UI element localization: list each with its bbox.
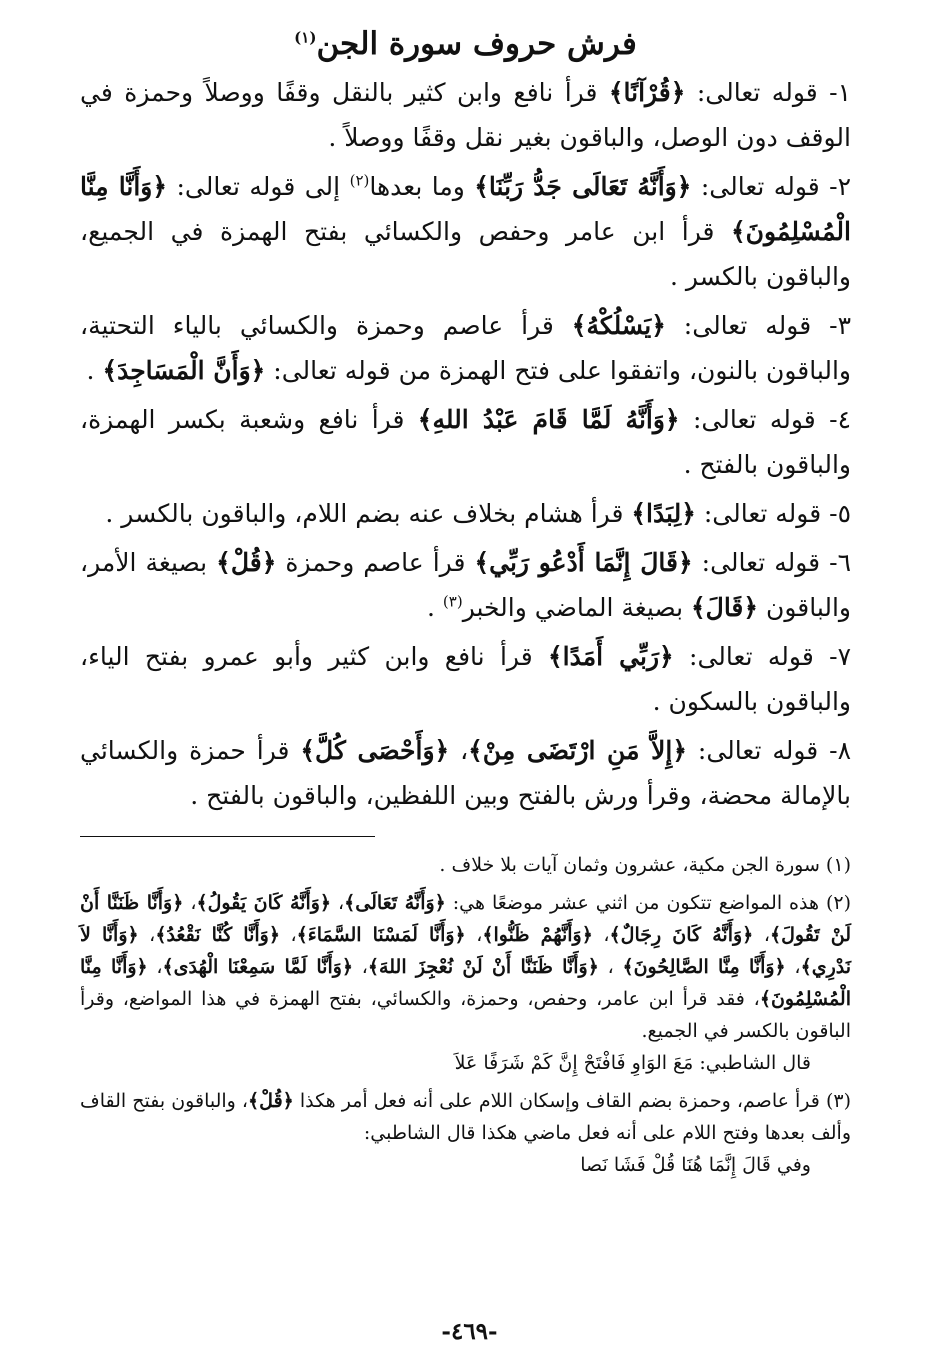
footnote-3 <box>80 1047 851 1079</box>
title-footnote-ref: (١) <box>294 28 317 47</box>
quran-quote: ﴿رَبِّي أَمَدًا﴾ <box>548 642 674 671</box>
footnote-ref: (٢) <box>349 171 370 190</box>
text-run: ٦- قوله تعالى: <box>692 548 851 577</box>
text-run: ٧- قوله تعالى: <box>673 642 851 671</box>
main-item-6 <box>80 540 851 630</box>
text-run: ٣- قوله تعالى: <box>665 311 852 340</box>
text-run: إلى قوله تعالى: <box>167 172 350 201</box>
text-run: (٣) قرأ عاصم، وحمزة بضم القاف وإسكان اللام على أنه فعل أمر هكذا <box>293 1090 851 1112</box>
quran-quote: ﴿وَأَنَّا ظَنَنَّا أَنْ لَنْ نُعْجِزَ اللهَ﴾ <box>367 956 599 978</box>
text-run: ١- قوله تعالى: <box>685 78 852 107</box>
footnote-4 <box>80 1085 851 1149</box>
main-item-8 <box>80 728 851 818</box>
quran-quote: ﴿يَسْلُكْهُ﴾ <box>571 311 666 340</box>
footnote-ref: (٣) <box>442 592 463 611</box>
text-run: قرأ هشام بخلاف عنه بضم اللام، والباقون بالكسر . <box>105 499 632 528</box>
text-run: ، <box>449 736 469 765</box>
main-item-5 <box>80 491 851 536</box>
page-number: -٤٦٩- <box>441 1318 498 1345</box>
quran-quote: ﴿وَأَنَّهُ كَانَ يَقُولُ﴾ <box>196 892 332 914</box>
text-run: بصيغة الأمر، والباقون <box>80 548 851 622</box>
text-run: ، <box>138 924 156 946</box>
text-run: ، <box>592 924 610 946</box>
text-run: ، والباقون بفتح القاف وألف بعدها وفتح اللام على أنه فعل ماضي هكذا قال الشاطبي: <box>80 1090 851 1144</box>
quran-quote: ﴿قُرْآنًا﴾ <box>608 78 686 107</box>
text-run: قرأ ابن عامر وحفص والكسائي بفتح الهمزة في الجميع، والباقون بالكسر . <box>80 217 851 291</box>
main-text <box>80 70 851 818</box>
quran-quote: ﴿وَأَنَّا كُنَّا نَقْعُدُ﴾ <box>155 924 280 946</box>
text-run: قرأ نافع وشعبة بكسر الهمزة، والباقون بالفتح . <box>80 405 851 479</box>
text-run: قرأ نافع وابن كثير بالنقل وقفًا ووصلاً وحمزة في الوقف دون الوصل، والباقون بغير نقل وقفًا ووصلاً . <box>80 78 851 152</box>
quran-quote: ﴿قُلْ﴾ <box>248 1090 294 1112</box>
quran-quote: ﴿وَأَنَّا مِنَّا الصَّالِحُونَ﴾ <box>622 956 786 978</box>
quran-quote: ﴿وَأَنَّا لاَ نَدْرِي﴾ <box>80 924 852 978</box>
text-run: ، <box>785 956 801 978</box>
quran-quote: ﴿وَأَنَّهُ كَانَ رِجَالٌ﴾ <box>609 924 754 946</box>
text-run: ، <box>279 924 297 946</box>
text-run: قال الشاطبي: مَعَ الوَاوِ فَافْتَحْ إِنَّ كَمْ شَرَفًا عَلاَ <box>454 1052 811 1074</box>
quran-quote: ﴿وَأَنَّهُمْ ظَنُّوا﴾ <box>482 924 593 946</box>
quran-quote: ﴿وَأَنَّا مِنَّا الْمُسْلِمُونَ﴾ <box>80 956 851 1010</box>
quran-quote: ﴿وَأَنَّهُ تَعَالَى جَدُّ رَبِّنَا﴾ <box>474 172 692 201</box>
quran-quote: ﴿وَأَنَّهُ لَمَّا قَامَ عَبْدُ اللهِ﴾ <box>417 405 680 434</box>
text-run: (١) سورة الجن مكية، عشرون وثمان آيات بلا خلاف . <box>439 854 851 876</box>
footnotes <box>80 849 851 1181</box>
text-run: ، <box>147 956 163 978</box>
quran-quote: ﴿وَأَنَّا لَمَسْنَا السَّمَاءَ﴾ <box>296 924 466 946</box>
text-run: ، فقد قرأ ابن عامر، وحفص، وحمزة، والكسائي، بفتح الهمزة في هذا المواضع، وقرأ الباقون بالكسر في الجميع. <box>80 988 851 1042</box>
main-item-3 <box>80 303 851 393</box>
text-run: ٨- قوله تعالى: <box>687 736 852 765</box>
quran-quote: ﴿وَأَنَّا مِنَّا الْمُسْلِمُونَ﴾ <box>80 172 851 246</box>
text-run: ، <box>353 956 368 978</box>
quran-quote: ﴿لِبَدًا﴾ <box>631 499 696 528</box>
main-item-4 <box>80 397 851 487</box>
text-run: . <box>427 593 443 622</box>
quran-quote: ﴿وَأَنَّا لَمَّا سَمِعْنَا الْهُدَى﴾ <box>162 956 354 978</box>
quran-quote: ﴿وَأَنَّا ظَنَنَّا أَنْ لَنْ تَقُولَ﴾ <box>80 892 851 946</box>
text-run: ٥- قوله تعالى: <box>695 499 851 528</box>
quran-quote: ﴿وَأَنَّ الْمَسَاجِدَ﴾ <box>102 356 266 385</box>
chapter-title <box>80 22 851 66</box>
text-run: ، <box>598 956 623 978</box>
text-run: بصيغة الماضي والخبر <box>462 593 691 622</box>
text-run: وفي قَالَ إِنَّمَا هُنَا قُلْ فَشَا نَصا <box>580 1154 811 1176</box>
footnote-separator-wrap <box>80 836 851 837</box>
quran-quote: ﴿قُلْ﴾ <box>216 548 277 577</box>
text-run: وما بعدها <box>369 172 475 201</box>
main-item-2 <box>80 164 851 299</box>
main-item-1 <box>80 70 851 160</box>
text-run: ، <box>753 924 770 946</box>
quran-quote: ﴿قَالَ إِنَّمَا أَدْعُو رَبِّي﴾ <box>474 548 693 577</box>
main-item-7 <box>80 634 851 724</box>
text-run: قرأ عاصم وحمزة <box>276 548 475 577</box>
text-run: ، <box>465 924 483 946</box>
chapter-title-text: فرش حروف سورة الجن <box>316 26 637 62</box>
text-run: قرأ حمزة والكسائي بالإمالة محضة، وقرأ ورش بالفتح وبين اللفظين، والباقون بالفتح . <box>80 736 851 810</box>
text-run: قرأ عاصم وحمزة والكسائي بالياء التحتية، والباقون بالنون، واتفقوا على فتح الهمزة من قوله تعالى: <box>80 311 851 385</box>
text-run: ٢- قوله تعالى: <box>691 172 852 201</box>
text-run: ، <box>183 892 197 914</box>
text-run: (٢) هذه المواضع تتكون من اثني عشر موضعًا هي: <box>445 892 852 914</box>
text-run: . <box>86 356 103 385</box>
quran-quote: ﴿إِلاَّ مَنِ ارْتَضَى مِنْ﴾ <box>468 736 687 765</box>
footnote-1 <box>80 849 851 881</box>
footnote-separator <box>80 836 375 837</box>
footnote-5 <box>80 1149 851 1181</box>
text-run: ، <box>331 892 345 914</box>
quran-quote: ﴿وَأَنَّهُ تَعَالَى﴾ <box>344 892 446 914</box>
document-page <box>80 22 851 1369</box>
footnote-2 <box>80 887 851 1047</box>
quran-quote: ﴿قَالَ﴾ <box>691 593 759 622</box>
quran-quote: ﴿وَأَحْصَى كُلَّ﴾ <box>300 736 450 765</box>
text-run: ٤- قوله تعالى: <box>679 405 851 434</box>
text-run: قرأ نافع وابن كثير وأبو عمرو بفتح الياء، والباقون بالسكون . <box>80 642 851 716</box>
